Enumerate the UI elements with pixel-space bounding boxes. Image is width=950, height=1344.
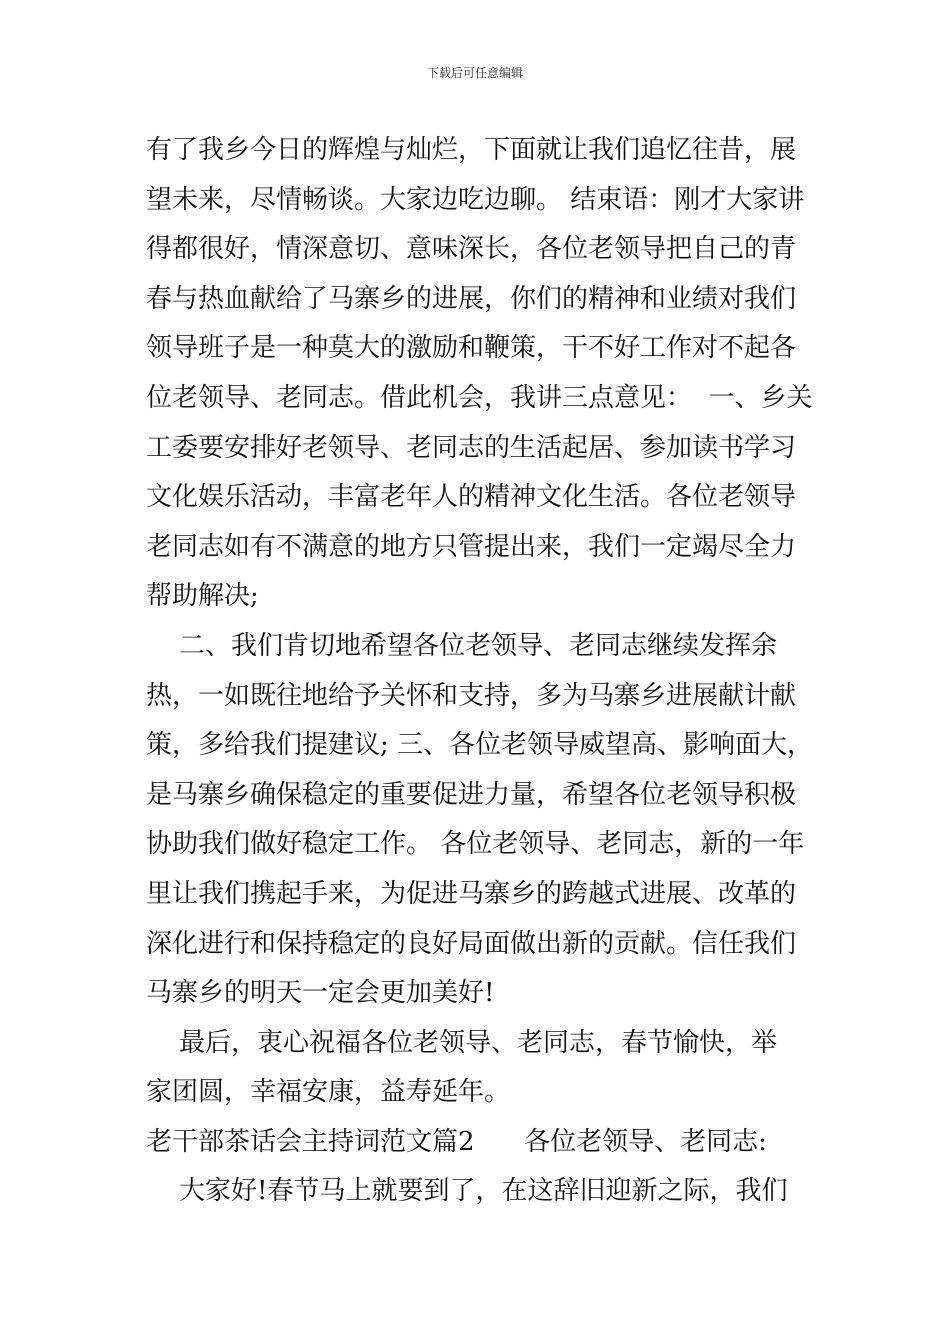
body-line: 老同志如有不满意的地方只管提出来，我们一定竭尽全力 bbox=[146, 531, 797, 562]
body-line: 热，一如既往地给予关怀和支持，多为马寨乡进展献计献 bbox=[146, 680, 797, 711]
body-line: 协助我们做好稳定工作。 各位老领导、老同志，新的一年 bbox=[146, 829, 805, 860]
body-line: 有了我乡今日的辉煌与灿烂，下面就让我们追忆往昔，展 bbox=[146, 135, 797, 165]
body-line: 策，多给我们提建议; 三、各位老领导威望高、影响面大， bbox=[146, 730, 814, 761]
body-line: 领导班子是一种莫大的激励和鞭策，干不好工作对不起各 bbox=[146, 333, 797, 364]
body-line: 深化进行和保持稳定的良好局面做出新的贡献。信任我们 bbox=[146, 928, 797, 959]
body-line: 马寨乡的明天一定会更加美好! bbox=[146, 978, 495, 1009]
section-heading-line: 老干部茶话会主持词范文篇2 各位老领导、老同志: bbox=[146, 1126, 767, 1157]
body-line: 望未来，尽情畅谈。大家边吃边聊。 结束语：刚才大家讲 bbox=[146, 184, 805, 215]
body-line: 里让我们携起手来，为促进马寨乡的跨越式进展、改革的 bbox=[146, 878, 797, 909]
document-body bbox=[146, 126, 814, 1217]
body-line: 是马寨乡确保稳定的重要促进力量，希望各位老领导积极 bbox=[146, 779, 797, 810]
body-line: 二、我们肯切地希望各位老领导、老同志继续发挥余 bbox=[146, 630, 778, 661]
body-line: 位老领导、老同志。借此机会，我讲三点意见： 一、乡关 bbox=[146, 382, 813, 413]
body-line: 文化娱乐活动，丰富老年人的精神文化生活。各位老领导 bbox=[146, 482, 797, 513]
body-line: 帮助解决; bbox=[146, 581, 259, 612]
body-line: 最后，衷心祝福各位老领导、老同志，春节愉快，举 bbox=[146, 1027, 778, 1058]
page-header: 下载后可任意编辑 bbox=[426, 66, 523, 80]
body-line: 家团圆，幸福安康，益寿延年。 bbox=[146, 1077, 511, 1108]
body-line: 工委要安排好老领导、老同志的生活起居、参加读书学习 bbox=[146, 432, 797, 463]
body-line: 春与热血献给了马寨乡的进展，你们的精神和业绩对我们 bbox=[146, 283, 797, 314]
body-line: 得都很好，情深意切、意味深长，各位老领导把自己的青 bbox=[146, 234, 797, 265]
body-line: 大家好!春节马上就要到了，在这辞旧迎新之际，我们 bbox=[146, 1176, 788, 1207]
